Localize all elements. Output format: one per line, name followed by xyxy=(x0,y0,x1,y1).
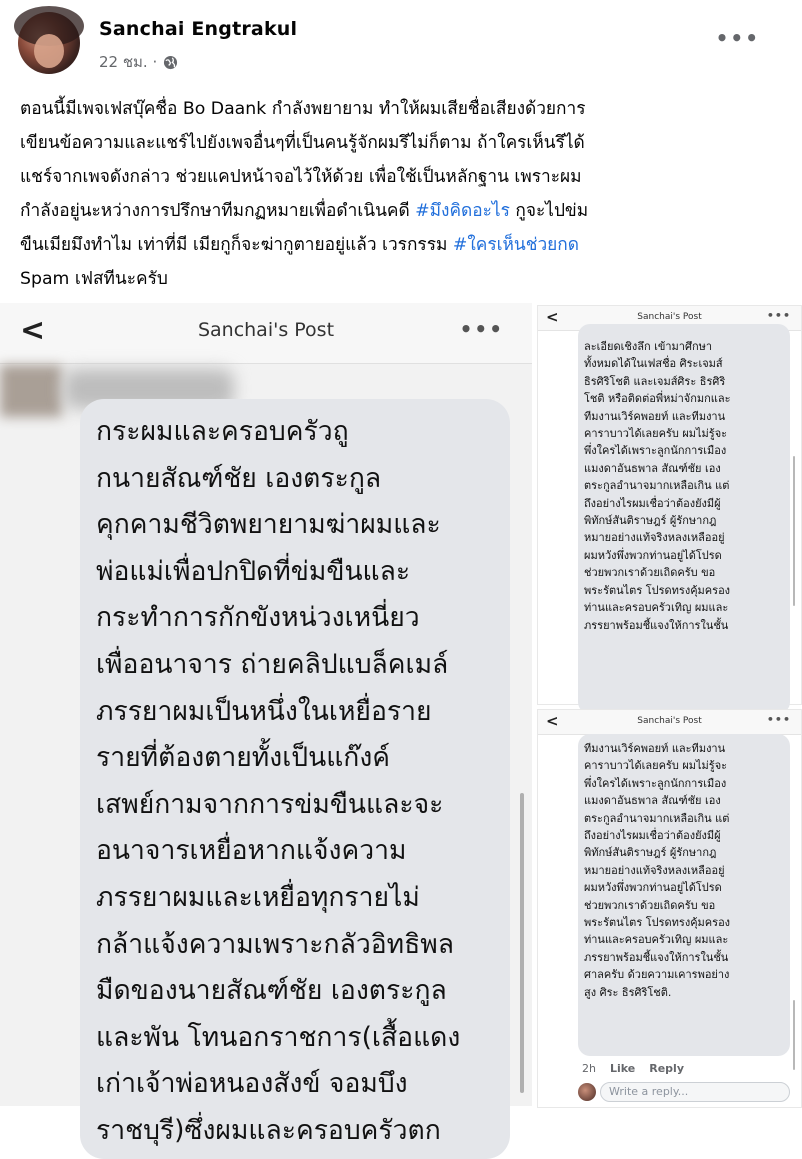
more-icon: ••• xyxy=(766,309,791,322)
chevron-left-icon: < xyxy=(546,308,559,326)
reply-input[interactable]: Write a reply... xyxy=(600,1082,790,1102)
globe-icon xyxy=(163,55,178,70)
reply-time: 2h xyxy=(582,1062,596,1075)
reply-link[interactable]: Reply xyxy=(649,1062,684,1075)
more-icon: ••• xyxy=(459,317,504,341)
post-time[interactable]: 22 ชม. · xyxy=(99,53,158,71)
comment-text: กระผมและครอบครัวถู กนายสัณฑ์ชัย เองตระกูล คุกคามชีวิตพยายามฆ่าผมและ พ่อแม่เพื่อปกปิดที่ข่มขืนและ กระทำการกักขังหน่วงเหนี่ยว เพื่ออนาจาร ถ่ายคลิปแบล็คเมล์ ภรรยาผมเป็นหนึ่งในเหยื่อราย รายที่ต้องตายทั้งเป็นแก๊งค์ เสพย์กามจากการข่มขืนและจะ อนาจารเหยื่อหากแจ้งความ ภรรยาผมและเหยื่อทุกรายไม่ กล้าแจ้งความเพราะกลัวอิทธิพล มืดของนายสัณฑ์ชัย เองตระกูล และพัน โทนอกราชการ(เสื้อแดง เก่าเจ้าพ่อหนองสังข์ จอมบึง ราชบุรี)ซึ่งผมและครอบครัวตก xyxy=(96,416,461,1146)
post-meta xyxy=(99,50,178,74)
attached-photo-3[interactable] xyxy=(537,709,802,1108)
screenshot-title: Sanchai's Post xyxy=(197,319,335,341)
hashtag-link[interactable]: #ใครเห็นช่วยกด xyxy=(452,235,579,255)
author-avatar[interactable] xyxy=(18,12,80,74)
attached-photo-main[interactable] xyxy=(0,303,532,1146)
avatar xyxy=(578,1083,596,1101)
like-link[interactable]: Like xyxy=(609,1062,636,1075)
screenshot-title: Sanchai's Post xyxy=(637,312,702,322)
author-name[interactable]: Sanchai Engtrakul xyxy=(99,18,298,40)
comment-text: ทีมงานเวิร์คพอยท์ และทีมงาน คาราบาวได้เลยครับ ผมไม่รู้จะ พึ่งใครได้เพราะลูกนักการเมือง แมงดาอันธพาล สัณฑ์ชัย เอง ตระกูลอำนาจมากเหลือเกิน แต่ ถึงอย่างไรผมเชื่อว่าต้องยังมีผู้ พิทักษ์สันติราษฎร์ ผู้รักษากฎ หมายอย่างแท้จริงหลงเหลืออยู่ ผมหวังพึ่งพวกท่านอยู่ได้โปรด ช่วยพวกเราด้วยเถิดครับ ขอ พระรัตนไตร โปรดทรงคุ้มครอง ท่านและครอบครัวเทิญ ผมและ ภรรยาพร้อมชี้แจงให้การในชั้น ศาลครับ ด้วยความเคารพอย่าง สูง ศิระ ธิรศิริโชติ. xyxy=(584,742,731,999)
scrollbar xyxy=(793,456,795,606)
scrollbar xyxy=(793,1000,795,1070)
scrollbar xyxy=(520,793,524,1093)
post-text: ตอนนี้มีเพจเฟสบุ๊คชื่อ Bo Daank กำลังพยายาม ทำให้ผมเสียชื่อเสียงด้วยการ เขียนข้อความและแชร์ไปยังเพจอื่นๆที่เป็นคนรู้จักผมรึไม่ก็ตาม ถ้าใครเห็นรึได้ แชร์จากเพจดังกล่าว ช่วยแคปหน้าจอไว้ให้ด้วย เพื่อใช้เป็นหลักฐาน เพราะผม กำลังอยู่นะหว่างการปรึกษาทีมกฏหมายเพื่อดำเนินคดี #มึงคิดอะไร กูจะไปข่ม ขืนเมียมึงทำไม เท่าที่มี เมียกูก็จะฆ่ากูตายอยู่แล้ว เวรกรรม #ใครเห็นช่วยกด Spam เฟสทีนะครับ xyxy=(20,99,589,289)
chevron-left-icon: < xyxy=(20,313,46,348)
attached-photo-2[interactable] xyxy=(537,305,802,705)
hashtag-link[interactable]: #มึงคิดอะไร xyxy=(415,201,510,221)
chevron-left-icon: < xyxy=(546,712,559,730)
blurred-avatar xyxy=(0,365,62,417)
comment-actions xyxy=(582,1062,684,1075)
comment-text: ละเอียดเชิงลึก เข้ามาศึกษา ทั้งหมดได้ในเฟสชื่อ ศิระเจมส์ ธิรศิริโชติ และเจมส์ศิระ ธิรศิริ โชติ หรือติดต่อพี่หม่าจักมกและ ทีมงานเวิร์คพอยท์ และทีมงาน คาราบาวได้เลยครับ ผมไม่รู้จะ พึ่งใครได้เพราะลูกนักการเมือง แมงดาอันธพาล สัณฑ์ชัย เอง ตระกูลอำนาจมากเหลือเกิน แต่ ถึงอย่างไรผมเชื่อว่าต้องยังมีผู้ พิทักษ์สันติราษฎร์ ผู้รักษากฎ หมายอย่างแท้จริงหลงเหลืออยู่ ผมหวังพึ่งพวกท่านอยู่ได้โปรด ช่วยพวกเราด้วยเถิดครับ ขอ พระรัตนไตร โปรดทรงคุ้มครอง ท่านและครอบครัวเทิญ ผมและ ภรรยาพร้อมชี้แจงให้การในชั้น xyxy=(584,340,731,632)
more-icon: ••• xyxy=(766,713,791,726)
avatar-face xyxy=(34,34,64,68)
screenshot-title: Sanchai's Post xyxy=(637,716,702,726)
post-more-button[interactable]: ••• xyxy=(715,26,760,50)
